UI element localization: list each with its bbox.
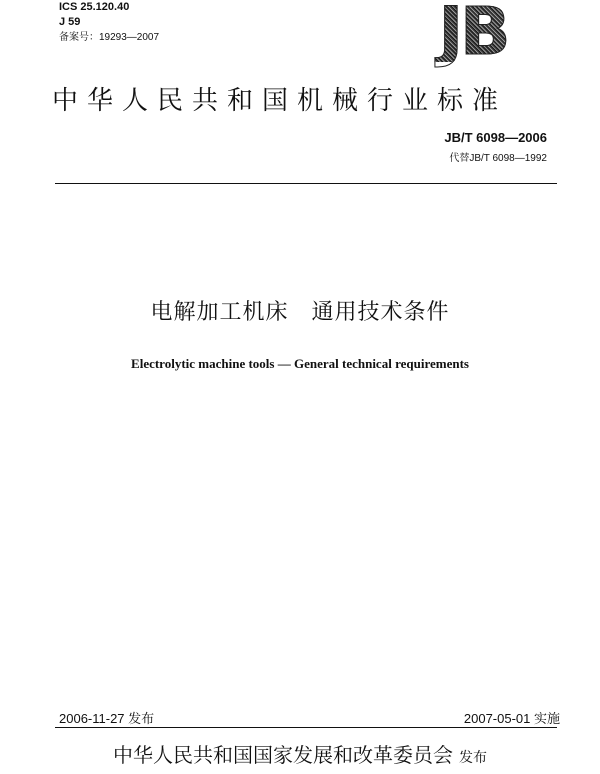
replaces-standard: 代替JB/T 6098—1992 — [449, 153, 547, 164]
record-number: 备案号：19293—2007 — [59, 32, 160, 43]
issuer-suffix: 发布 — [459, 750, 487, 766]
jb-logo: JB — [417, 2, 529, 62]
document-title-chinese: 电解加工机床 通用技术条件 — [150, 300, 450, 325]
classification-code: J 59 — [59, 16, 81, 28]
ics-code: ICS 25.120.40 — [59, 1, 130, 13]
bottom-divider — [55, 727, 557, 728]
document-title-english: Electrolytic machine tools — General technical requirements — [131, 356, 469, 371]
industry-standard-title: 中华人民共和国机械行业标准 — [52, 86, 508, 116]
issuer-name: 中华人民共和国国家发展和改革委员会 — [113, 743, 453, 767]
standard-code: JB/T 6098—2006 — [444, 130, 547, 145]
implement-date: 2007-05-01 实施 — [463, 711, 560, 726]
top-divider — [55, 183, 557, 184]
publish-date: 2006-11-27 发布 — [59, 711, 155, 726]
issuer-row — [0, 742, 600, 771]
